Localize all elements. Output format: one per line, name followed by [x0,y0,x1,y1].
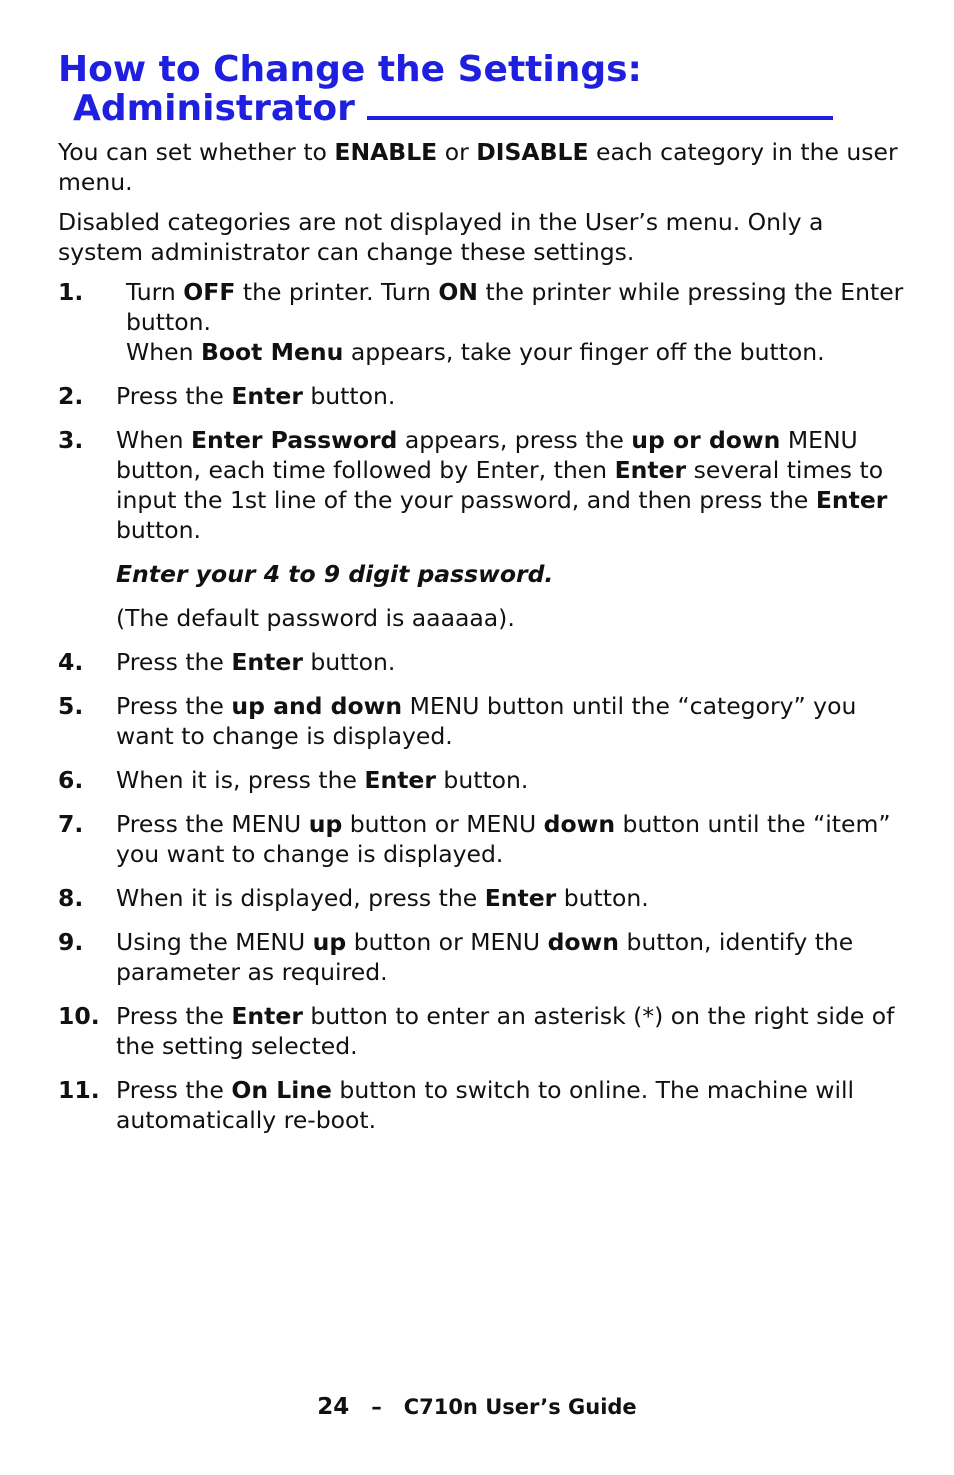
step-number: 2. [58,382,84,410]
password-note: Enter your 4 to 9 digit password. [116,560,554,588]
step-6: 6. When it is, press the Enter button. [58,766,529,794]
step-number: 10. [58,1002,100,1030]
step-11: 11. Press the On Line button to switch to online. The machine will automatically re-boot. [58,1076,855,1134]
title-underline-rule [367,116,833,120]
step-number: 11. [58,1076,100,1104]
step-5: 5. Press the up and down MENU button until the “category” you want to change is displayed. [58,692,857,750]
default-password-note: (The default password is aaaaaa). [116,604,515,632]
intro-paragraph-2: Disabled categories are not displayed in the User’s menu. Only a system administrator can change these settings. [58,208,824,266]
footer-separator: – [371,1395,382,1419]
step-9: 9. Using the MENU up button or MENU down button, identify the parameter as required. [58,928,854,986]
step-number: 9. [58,928,84,956]
document-body [58,137,908,1149]
step-number: 3. [58,426,84,454]
step-1: 1. Turn OFF the printer. Turn ON the printer while pressing the Enter button. When Boot Menu appears, take your finger off the button. [58,278,904,366]
step-number: 8. [58,884,84,912]
page-footer [0,1394,954,1420]
step-number: 7. [58,810,84,838]
step-number: 5. [58,692,84,720]
step-10: 10. Press the Enter button to enter an asterisk (*) on the right side of the setting selected. [58,1002,895,1060]
page-title [58,50,833,128]
intro-paragraph-1: You can set whether to ENABLE or DISABLE each category in the user menu. [58,138,898,196]
step-number: 1. [58,278,84,306]
step-7: 7. Press the MENU up button or MENU down button until the “item” you want to change is displayed. [58,810,891,868]
title-line-2: Administrator [73,88,355,129]
step-4: 4. Press the Enter button. [58,648,396,676]
guide-title: C710n User’s Guide [403,1395,637,1419]
title-line-1: How to Change the Settings: [58,49,642,90]
page-number: 24 [317,1394,350,1420]
step-2: 2. Press the Enter button. [58,382,396,410]
step-number: 6. [58,766,84,794]
step-3: 3. When Enter Password appears, press the up or down MENU button, each time followed by Enter, then Enter several times to input the 1st line of the your password, and then press the Enter button. [58,426,888,544]
step-number: 4. [58,648,84,676]
step-8: 8. When it is displayed, press the Enter button. [58,884,649,912]
